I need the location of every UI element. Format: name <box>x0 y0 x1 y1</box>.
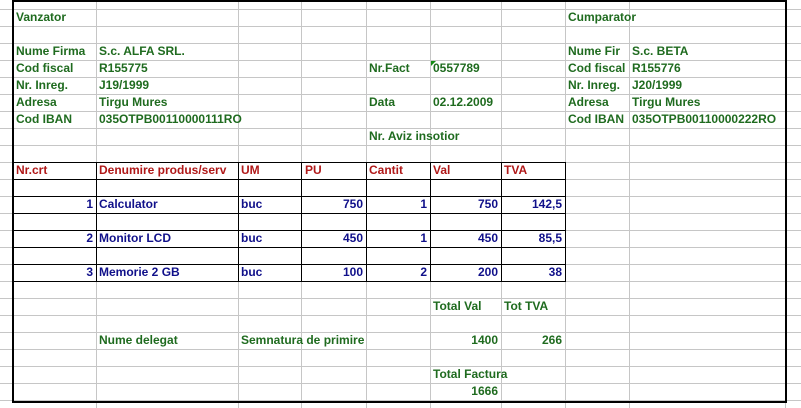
row-3-um[interactable]: buc <box>241 265 263 279</box>
header-cantit[interactable]: Cantit <box>369 163 403 177</box>
vanzator-cod-fiscal-label[interactable]: Cod fiscal <box>16 61 74 75</box>
total-val-label[interactable]: Total Val <box>433 299 482 313</box>
row-2-tva[interactable]: 85,5 <box>538 231 562 245</box>
row-2-denumire[interactable]: Monitor LCD <box>99 231 171 245</box>
row-1-nr[interactable]: 1 <box>86 197 93 211</box>
vanzator-nume-firma-label[interactable]: Nume Firma <box>16 44 86 58</box>
vanzator-nr-inreg[interactable]: J19/1999 <box>99 78 150 92</box>
vanzator-nume-firma[interactable]: S.c. ALFA SRL. <box>99 44 185 58</box>
row-2-pu[interactable]: 450 <box>342 231 363 245</box>
total-val-value[interactable]: 1400 <box>471 333 498 347</box>
header-denumire[interactable]: Denumire produs/serv <box>99 163 227 177</box>
nr-aviz-label[interactable]: Nr. Aviz insotior <box>369 129 460 143</box>
data-value[interactable]: 02.12.2009 <box>433 95 494 109</box>
cumparator-heading[interactable]: Cumparator <box>568 10 637 24</box>
row-1-cantit[interactable]: 1 <box>420 197 427 211</box>
cumparator-nume-firma[interactable]: S.c. BETA <box>632 44 689 58</box>
row-1-um[interactable]: buc <box>241 197 263 211</box>
cumparator-nume-firma-label[interactable]: Nume Fir <box>568 44 621 58</box>
total-factura-value[interactable]: 1666 <box>471 384 498 398</box>
cumparator-cod-fiscal-label[interactable]: Cod fiscal <box>568 61 626 75</box>
row-3-pu[interactable]: 100 <box>342 265 363 279</box>
header-nr-crt[interactable]: Nr.crt <box>16 163 48 177</box>
row-1-val[interactable]: 750 <box>477 197 498 211</box>
semnatura-label[interactable]: Semnatura de primire <box>241 333 365 347</box>
header-um[interactable]: UM <box>241 163 260 177</box>
row-2-um[interactable]: buc <box>241 231 263 245</box>
tot-tva-value[interactable]: 266 <box>541 333 562 347</box>
tot-tva-label[interactable]: Tot TVA <box>504 299 549 313</box>
row-3-val[interactable]: 200 <box>477 265 498 279</box>
header-val[interactable]: Val <box>433 163 451 177</box>
cumparator-cod-fiscal[interactable]: R155776 <box>632 61 681 75</box>
row-2-nr[interactable]: 2 <box>86 231 93 245</box>
cumparator-nr-inreg[interactable]: J20/1999 <box>632 78 683 92</box>
vanzator-adresa[interactable]: Tirgu Mures <box>99 95 168 109</box>
row-3-nr[interactable]: 3 <box>86 265 93 279</box>
total-factura-label[interactable]: Total Factura <box>433 367 508 381</box>
header-tva[interactable]: TVA <box>504 163 528 177</box>
vanzator-heading[interactable]: Vanzator <box>16 10 67 24</box>
data-label[interactable]: Data <box>369 95 396 109</box>
row-2-cantit[interactable]: 1 <box>420 231 427 245</box>
cumparator-adresa[interactable]: Tirgu Mures <box>632 95 701 109</box>
vanzator-cod-iban-label[interactable]: Cod IBAN <box>16 112 72 126</box>
row-3-cantit[interactable]: 2 <box>420 265 427 279</box>
nume-delegat-label[interactable]: Nume delegat <box>99 333 178 347</box>
vanzator-adresa-label[interactable]: Adresa <box>16 95 57 109</box>
vanzator-cod-fiscal[interactable]: R155775 <box>99 61 148 75</box>
row-1-denumire[interactable]: Calculator <box>99 197 158 211</box>
row-1-tva[interactable]: 142,5 <box>531 197 562 211</box>
vanzator-cod-iban[interactable]: 035OTPB00110000111RO <box>99 112 242 126</box>
row-3-tva[interactable]: 38 <box>548 265 562 279</box>
cumparator-cod-iban[interactable]: 035OTPB00110000222RO <box>632 112 777 126</box>
vanzator-nr-inreg-label[interactable]: Nr. Inreg. <box>16 78 69 92</box>
nr-fact-label[interactable]: Nr.Fact <box>369 61 410 75</box>
nr-fact-value[interactable]: 0557789 <box>433 61 480 75</box>
header-pu[interactable]: PU <box>305 163 322 177</box>
cumparator-cod-iban-label[interactable]: Cod IBAN <box>568 112 624 126</box>
row-1-pu[interactable]: 750 <box>342 197 363 211</box>
cumparator-adresa-label[interactable]: Adresa <box>568 95 609 109</box>
row-2-val[interactable]: 450 <box>477 231 498 245</box>
row-3-denumire[interactable]: Memorie 2 GB <box>99 265 180 279</box>
cumparator-nr-inreg-label[interactable]: Nr. Inreg. <box>568 78 621 92</box>
